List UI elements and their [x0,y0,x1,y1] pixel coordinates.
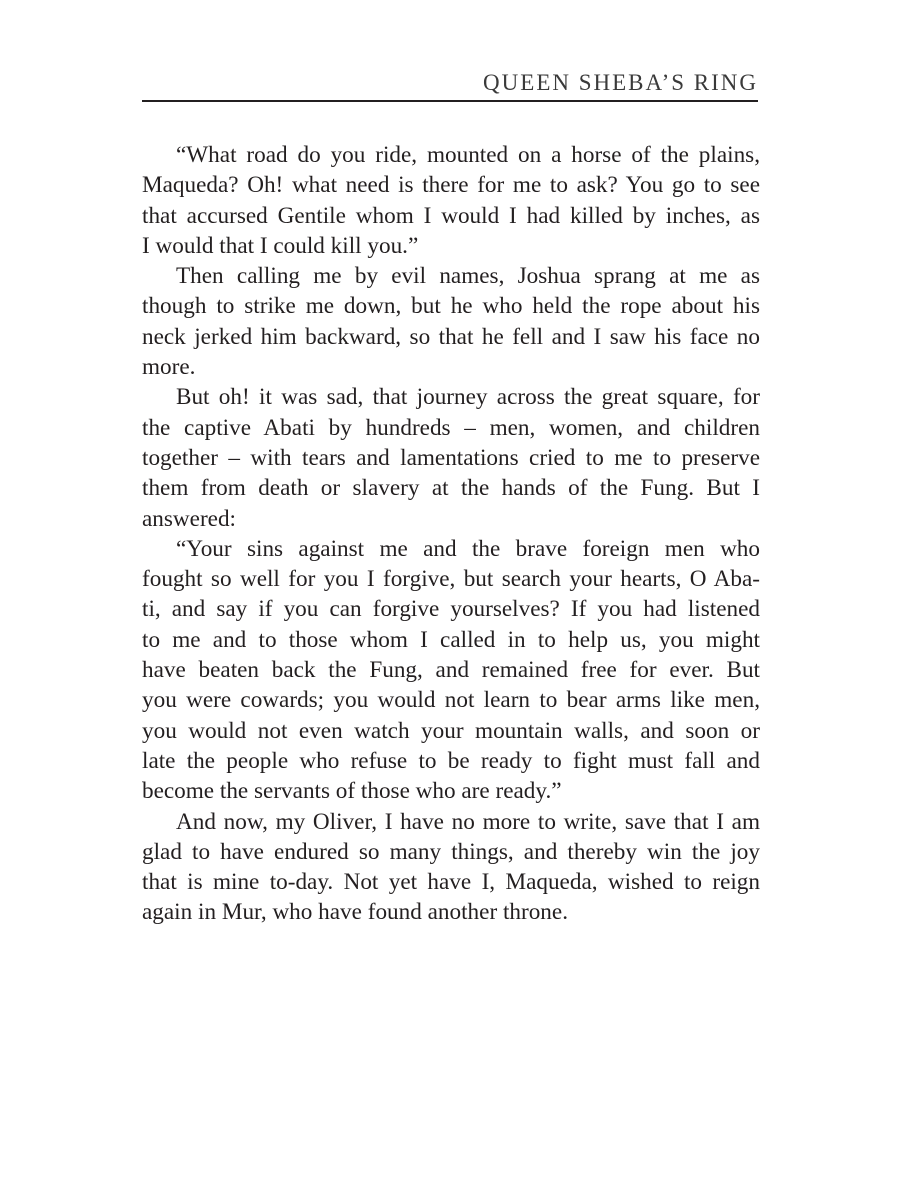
text-line: together – with tears and lamentations cried to me to preserve [142,444,760,471]
running-head-title: QUEEN SHEBA’S RING [483,70,758,95]
text-line: you were cowards; you would not learn to bear arms like men, [142,687,760,714]
text-line: neck jerked him backward, so that he fell and I saw his face no [142,323,760,350]
text-line: fought so well for you I forgive, but search your hearts, O Aba- [142,566,760,593]
text-line: “Your sins against me and the brave foreign men who [176,535,760,562]
text-line: the captive Abati by hundreds – men, women, and children [142,414,760,441]
text-line: Then calling me by evil names, Joshua sprang at me as [176,263,760,290]
text-line: But oh! it was sad, that journey across the great square, for [176,384,760,411]
text-line: And now, my Oliver, I have no more to write, save that I am [176,808,760,835]
text-line: you would not even watch your mountain walls, and soon or [142,717,760,744]
text-line: Maqueda? Oh! what need is there for me to ask? You go to see [142,172,760,199]
text-line: to me and to those whom I called in to help us, you might [142,626,760,653]
text-line: have beaten back the Fung, and remained free for ever. But [142,657,760,684]
paragraph [142,261,760,382]
paragraph [142,140,760,261]
text-line: “What road do you ride, mounted on a horse of the plains, [176,142,760,168]
text-line: though to strike me down, but he who held the rope about his [142,293,760,320]
text-line: I would that I could kill you.” [142,232,419,259]
paragraph [142,807,760,928]
text-line: more. [142,354,196,381]
text-line: again in Mur, who have found another throne. [142,899,568,926]
text-line: answered: [142,505,236,532]
text-line: become the servants of those who are ready.” [142,778,562,805]
text-line: that accursed Gentile whom I would I had killed by inches, as [142,202,760,229]
body-text [142,140,760,928]
paragraph [142,534,760,807]
text-line: them from death or slavery at the hands of the Fung. But I [142,475,760,502]
text-line: that is mine to-day. Not yet have I, Maqueda, wished to reign [142,869,760,896]
paragraph [142,382,760,533]
text-line: late the people who refuse to be ready to fight must fall and [142,747,760,774]
text-line: glad to have endured so many things, and thereby win the joy [142,838,760,865]
text-line: ti, and say if you can forgive yourselves? If you had listened [142,596,760,623]
header-rule [142,100,758,102]
